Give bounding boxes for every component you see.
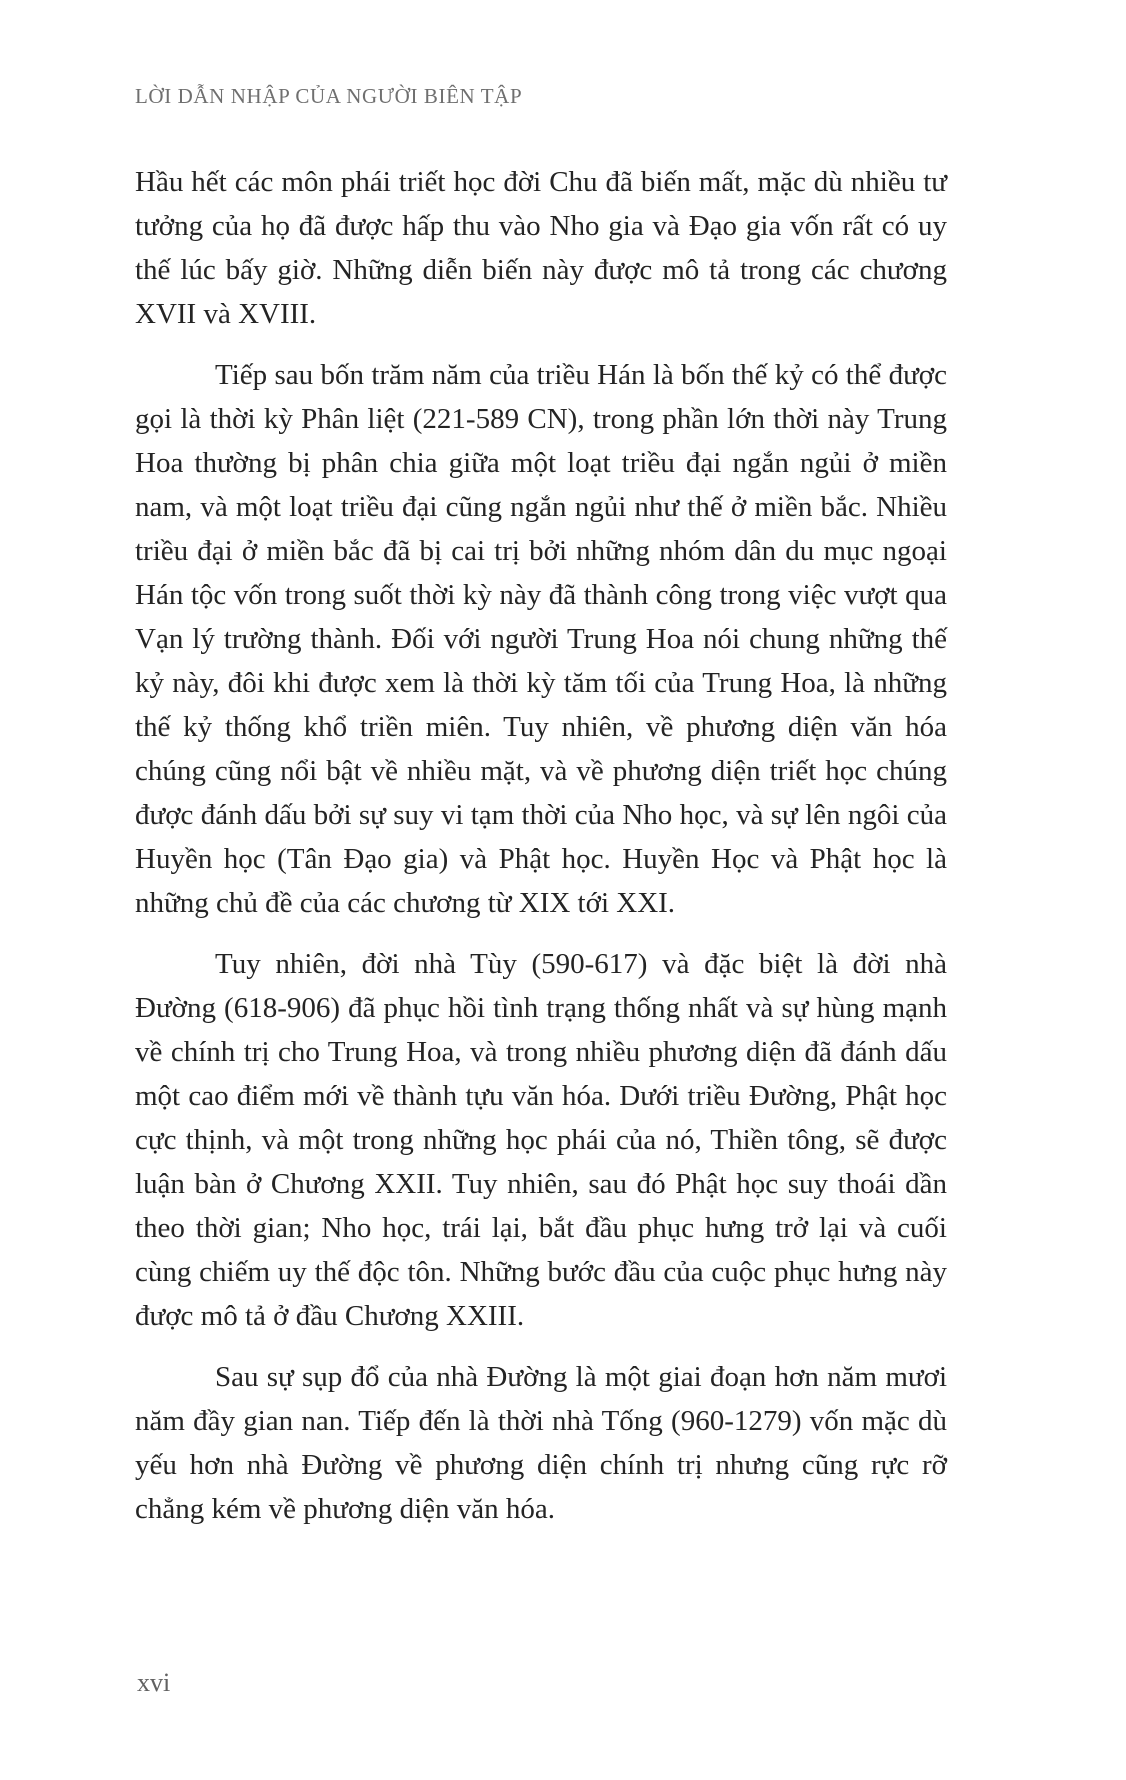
page-body [135,160,947,1548]
paragraph: Tiếp sau bốn trăm năm của triều Hán là bốn thế kỷ có thể được gọi là thời kỳ Phân liệt (221-589 CN), trong phần lớn thời này Trung Hoa thường bị phân chia giữa một loạt triều đại ngắn ngủi ở miền nam, và một loạt triều đại cũng ngắn ngủi như thế ở miền bắc. Nhiều triều đại ở miền bắc đã bị cai trị bởi những nhóm dân du mục ngoại Hán tộc vốn trong suốt thời kỳ này đã thành công trong việc vượt qua Vạn lý trường thành. Đối với người Trung Hoa nói chung những thế kỷ này, đôi khi được xem là thời kỳ tăm tối của Trung Hoa, là những thế kỷ thống khổ triền miên. Tuy nhiên, về phương diện văn hóa chúng cũng nổi bật về nhiều mặt, và về phương diện triết học chúng được đánh dấu bởi sự suy vi tạm thời của Nho học, và sự lên ngôi của Huyền học (Tân Đạo gia) và Phật học. Huyền Học và Phật học là những chủ đề của các chương từ XIX tới XXI. [135,359,947,919]
running-header: LỜI DẪN NHẬP CỦA NGƯỜI BIÊN TẬP [135,84,523,108]
paragraph: Sau sự sụp đổ của nhà Đường là một giai đoạn hơn năm mươi năm đầy gian nan. Tiếp đến là thời nhà Tống (960-1279) vốn mặc dù yếu hơn nhà Đường về phương diện chính trị nhưng cũng rực rỡ chẳng kém về phương diện văn hóa. [135,1361,947,1525]
paragraph: Hầu hết các môn phái triết học đời Chu đã biến mất, mặc dù nhiều tư tưởng của họ đã được hấp thu vào Nho gia và Đạo gia vốn rất có uy thế lúc bấy giờ. Những diễn biến này được mô tả trong các chương XVII và XVIII. [135,166,947,330]
page-number: xvi [137,1668,171,1697]
paragraph: Tuy nhiên, đời nhà Tùy (590-617) và đặc biệt là đời nhà Đường (618-906) đã phục hồi tình trạng thống nhất và sự hùng mạnh về chính trị cho Trung Hoa, và trong nhiều phương diện đã đánh dấu một cao điểm mới về thành tựu văn hóa. Dưới triều Đường, Phật học cực thịnh, và một trong những học phái của nó, Thiền tông, sẽ được luận bàn ở Chương XXII. Tuy nhiên, sau đó Phật học suy thoái dần theo thời gian; Nho học, trái lại, bắt đầu phục hưng trở lại và cuối cùng chiếm uy thế độc tôn. Những bước đầu của cuộc phục hưng này được mô tả ở đầu Chương XXIII. [135,948,947,1332]
